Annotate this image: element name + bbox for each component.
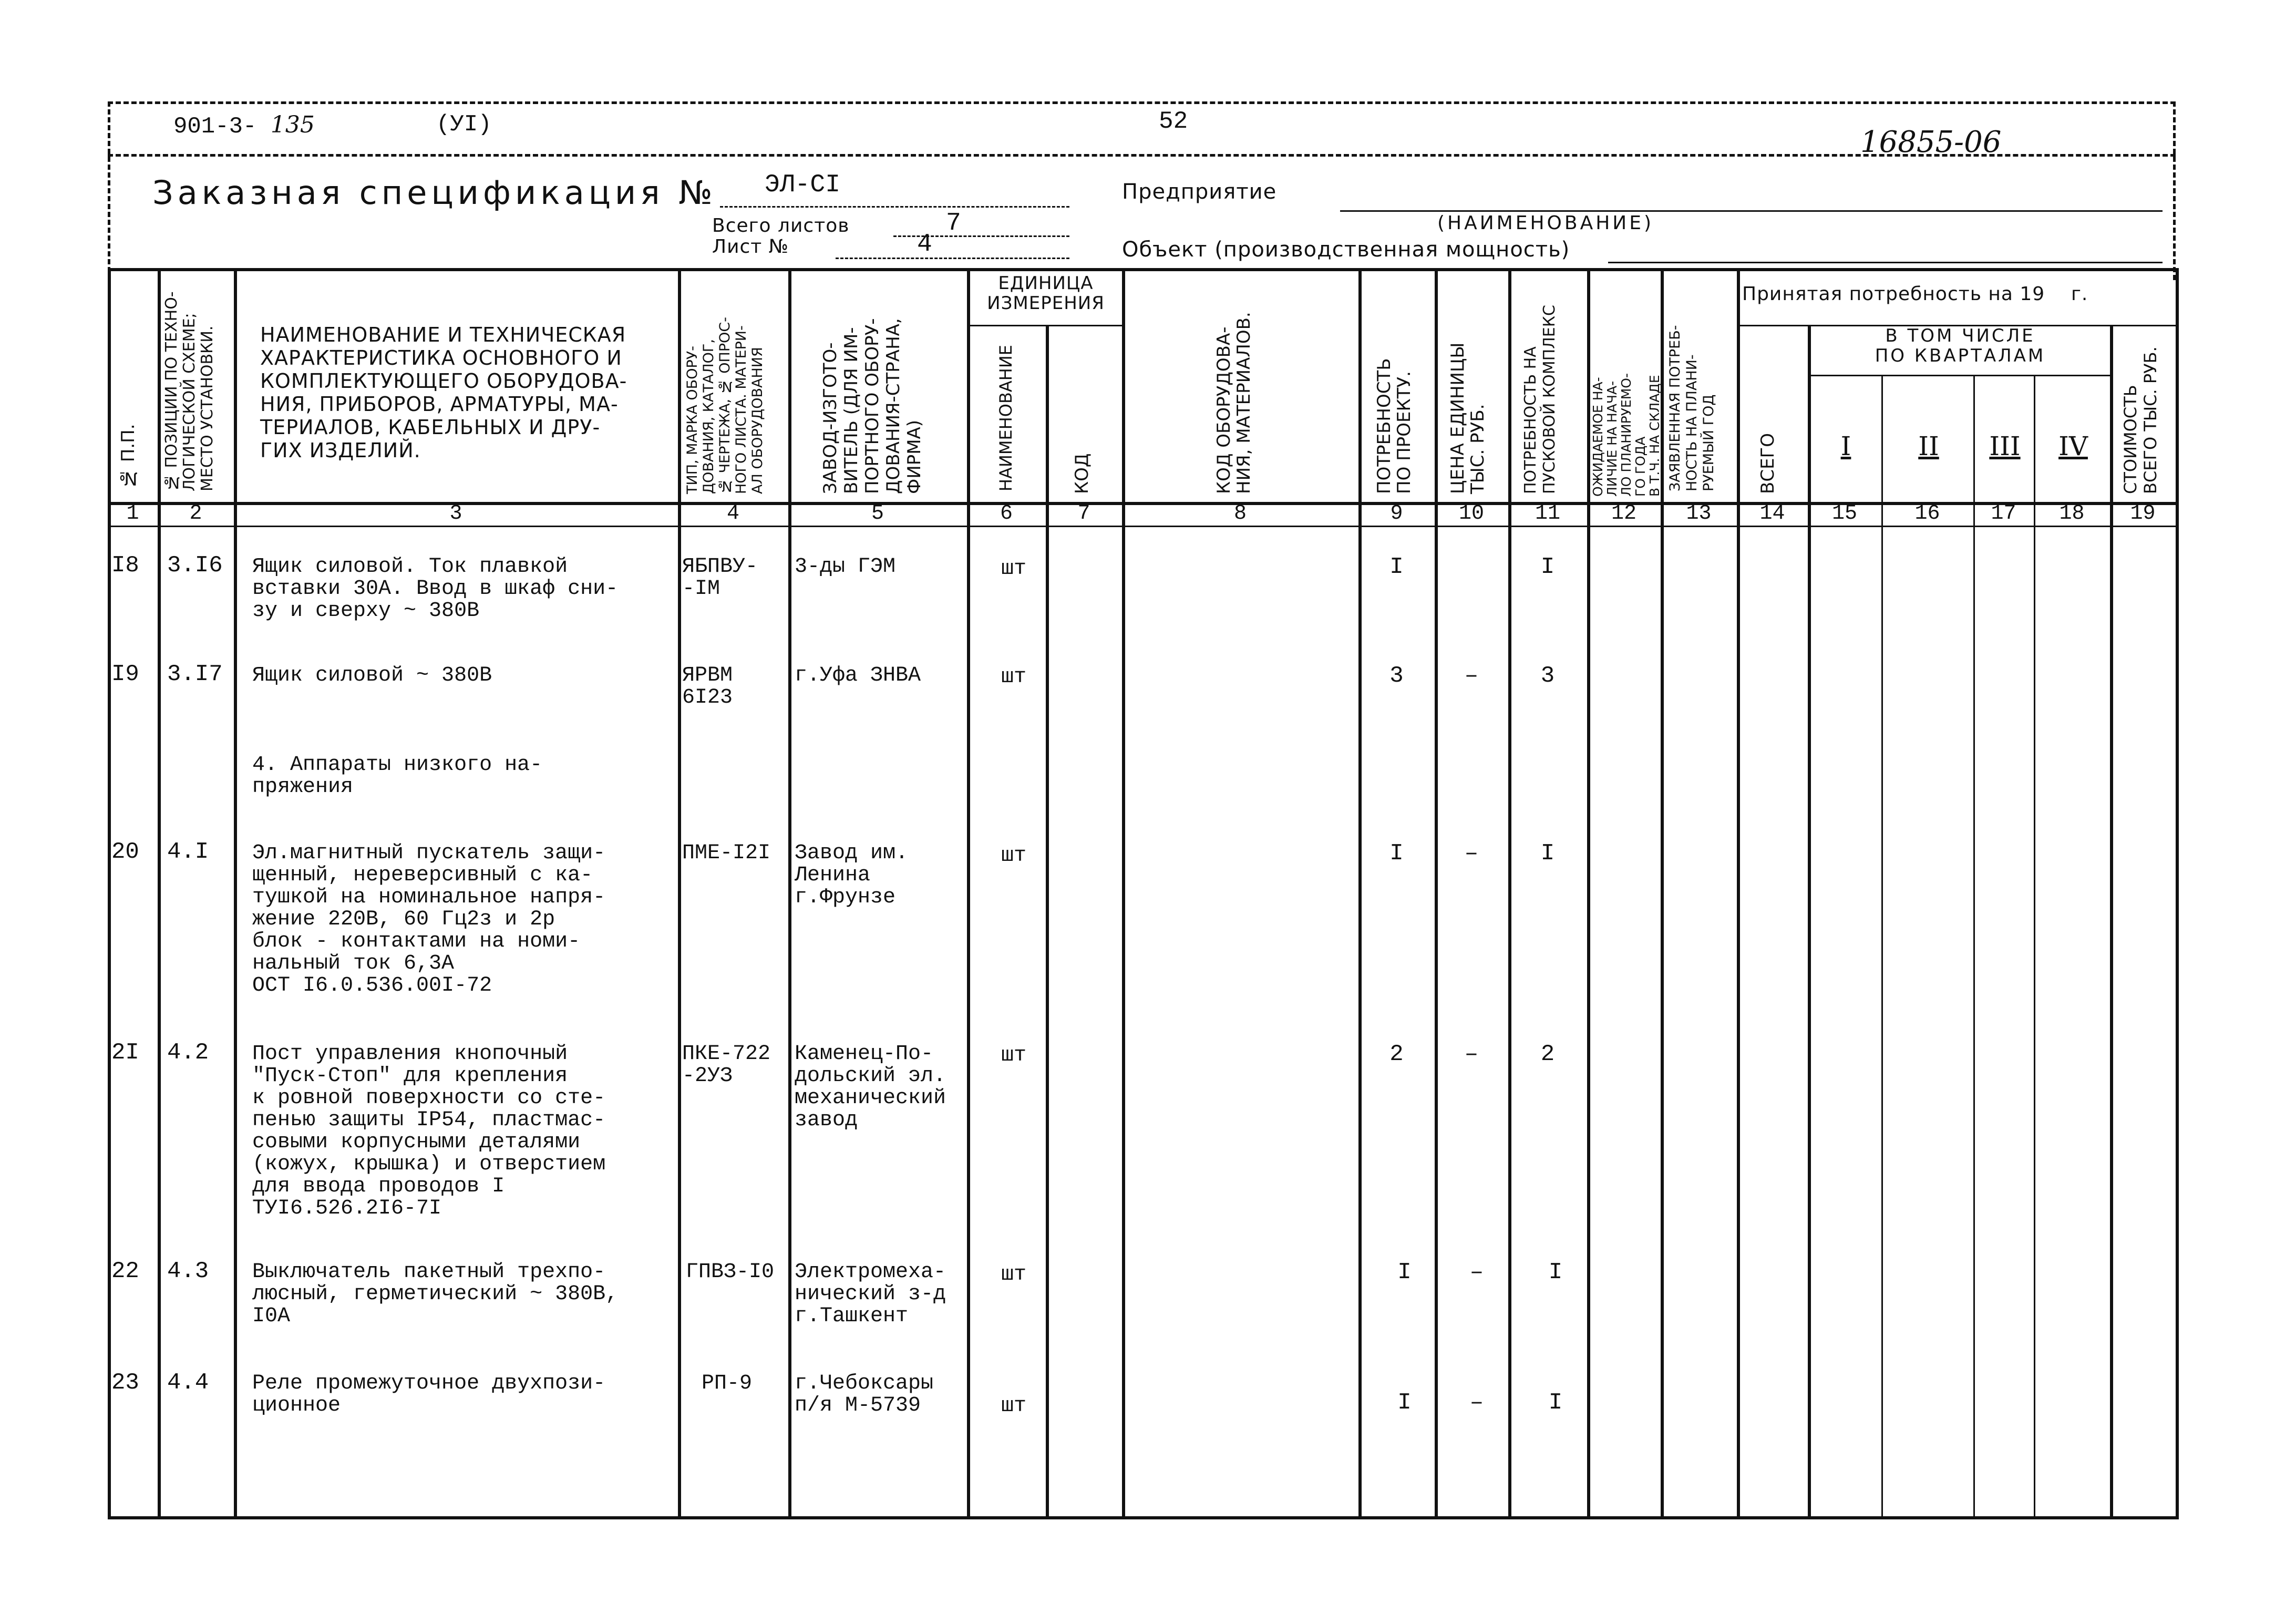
col-header-8: КОД ОБОРУДОВА- НИЯ, МАТЕРИАЛОВ. <box>1213 312 1254 494</box>
col-line-5 <box>967 268 970 1519</box>
row-19-start: 3 <box>1540 663 1555 689</box>
spec-number-underline <box>720 206 1069 208</box>
col-line-7 <box>1122 268 1125 1519</box>
col-line-10 <box>1508 268 1511 1519</box>
row-22-number: 22 <box>111 1258 139 1284</box>
row-19-number: I9 <box>111 661 139 687</box>
table-left-border <box>108 268 111 1519</box>
row-21-unit: шт <box>1001 1044 1027 1067</box>
row-21-need: 2 <box>1389 1041 1404 1067</box>
unit-group-header: ЕДИНИЦА ИЗМЕРЕНИЯ <box>987 273 1105 314</box>
col-number-9: 9 <box>1390 502 1403 526</box>
row-18-position: 3.I6 <box>167 552 223 579</box>
doc-code <box>173 111 315 140</box>
doc-code-base: 901-3- <box>173 114 257 140</box>
col-header-1: № П.П. <box>118 424 139 489</box>
doc-code-handwritten: 135 <box>270 111 315 138</box>
col-number-18: 18 <box>2059 502 2085 526</box>
row-20-position: 4.I <box>167 839 209 865</box>
table-right-border <box>2176 268 2179 1519</box>
row-21-start: 2 <box>1540 1041 1555 1067</box>
row-23-price: – <box>1469 1390 1484 1416</box>
col-number-7: 7 <box>1077 502 1090 526</box>
top-border <box>108 101 2176 104</box>
col-number-3: 3 <box>449 502 462 526</box>
page-number: 52 <box>1159 108 1188 135</box>
quarters-group-header: В ТОМ ЧИСЛЕ ПО КВАРТАЛАМ <box>1875 325 2046 366</box>
row-21-name: Пост управления кнопочный "Пуск-Стоп" для крепления к ровной поверхности со сте- пенью защиты IP54, пластмас- совыми корпусными деталями (кожух, крышка) и отверстием для ввода проводов I ТУI6.526.2I6-7I <box>252 1042 606 1220</box>
col-number-13: 13 <box>1686 502 1712 526</box>
row-23-name: Реле промежуточное двухпози- ционное <box>252 1372 606 1417</box>
row-22-type: ГПВЗ-I0 <box>686 1260 775 1284</box>
col-header-14: ВСЕГО <box>1757 433 1778 494</box>
sheet-number-underline <box>836 258 1069 259</box>
col-header-13: ЗАЯВЛЕННАЯ ПОТРЕБ- НОСТЬ НА ПЛАНИ- РУЕМЫЙ ГОД <box>1667 325 1717 491</box>
row-18-maker: 3-ды ГЭМ <box>795 555 896 579</box>
row-19-position: 3.I7 <box>167 661 223 687</box>
row-22-maker: Электромеха- нический з-д г.Ташкент <box>795 1260 946 1328</box>
col-header-12: ОЖИДАЕМОЕ НА- ЛИЧИЕ НА НАЧА- ЛО ПЛАНИРУЕМО- ГО ГОДА В Т.Ч. НА СКЛАДЕ <box>1590 373 1662 497</box>
enterprise-label: Предприятие <box>1122 180 1277 204</box>
row-22-position: 4.3 <box>167 1258 209 1284</box>
col-header-7: КОД <box>1072 453 1093 494</box>
row-19-unit: шт <box>1001 665 1027 689</box>
col-header-3: НАИМЕНОВАНИЕ И ТЕХНИЧЕСКАЯ ХАРАКТЕРИСТИКА ОСНОВНОГО И КОМПЛЕКТУЮЩЕГО ОБОРУДОВА- НИЯ, ПРИБОРОВ, АРМАТУРЫ, МА- ТЕРИАЛОВ, КАБЕЛЬНЫХ И ДРУ- ГИХ ИЗДЕЛИЙ. <box>260 323 627 462</box>
col-number-19: 19 <box>2130 502 2156 526</box>
table-bottom-line <box>108 1516 2179 1519</box>
col-header-9: ПОТРЕБНОСТЬ ПО ПРОЕКТУ. <box>1374 358 1415 494</box>
row-22-name: Выключатель пакетный трехпо- люсный, герметический ~ 380В, I0А <box>252 1260 619 1328</box>
col-number-2: 2 <box>189 502 202 526</box>
row-20-number: 20 <box>111 839 139 865</box>
row-19-name: Ящик силовой ~ 380В <box>252 664 492 687</box>
col-line-1 <box>158 268 161 1519</box>
col-number-6: 6 <box>1000 502 1013 526</box>
col-header-11: ПОТРЕБНОСТЬ НА ПУСКОВОЙ КОМПЛЕКС <box>1521 305 1559 494</box>
col-header-5: ЗАВОД-ИЗГОТО- ВИТЕЛЬ (ДЛЯ ИМ- ПОРТНОГО ОБОРУ- ДОВАНИЯ-СТРАНА, ФИРМА) <box>820 318 925 494</box>
col-line-8 <box>1358 268 1362 1519</box>
sheets-total-label: Всего листов <box>712 215 850 237</box>
col-header-10: ЦЕНА ЕДИНИЦЫ ТЫС. РУБ. <box>1447 342 1488 494</box>
row-18-start: I <box>1540 554 1555 580</box>
col-header-2: № ПОЗИЦИИ ПО ТЕХНО- ЛОГИЧЕСКОЙ СХЕМЕ; МЕСТО УСТАНОВКИ. <box>162 291 217 491</box>
col-number-14: 14 <box>1759 502 1785 526</box>
row-18-name: Ящик силовой. Ток плавкой вставки 30А. Ввод в шкаф сни- зу и сверху ~ 380В <box>252 555 619 623</box>
col-number-11: 11 <box>1535 502 1560 526</box>
col-line-3 <box>678 268 681 1519</box>
quarters-group-line <box>1808 375 2110 376</box>
issue-code: (УI) <box>436 111 492 138</box>
row-18-number: I8 <box>111 552 139 579</box>
sheets-total: 7 <box>946 209 961 238</box>
row-20-price: – <box>1464 840 1479 867</box>
quarter-2-header: II <box>1918 431 1939 461</box>
row-20-name: Эл.магнитный пускатель защи- щенный, нереверсивный с ка- тушкой на номинальное напря- жение 220В, 60 Гц2з и 2р блок - контактами на номи- нальный ток 6,3А ОСТ I6.0.536.00I-72 <box>252 841 606 998</box>
col-number-10: 10 <box>1458 502 1484 526</box>
row-19-price: – <box>1464 663 1479 689</box>
quarter-3-header: III <box>1989 431 2021 461</box>
right-border-dashed <box>2173 101 2176 280</box>
row-23-number: 23 <box>111 1370 139 1396</box>
row-23-start: I <box>1548 1390 1563 1416</box>
col-number-8: 8 <box>1233 502 1247 526</box>
col-line-16 <box>1973 376 1975 1519</box>
row-23-maker: г.Чебоксары п/я М-5739 <box>795 1372 934 1417</box>
spec-number: ЭЛ-СI <box>765 171 841 199</box>
row-20-unit: шт <box>1001 844 1027 868</box>
row-21-price: – <box>1464 1041 1479 1067</box>
row-23-unit: шт <box>1001 1394 1027 1418</box>
col-header-6: НАИМЕНОВАНИЕ <box>996 344 1016 491</box>
row-20-need: I <box>1389 840 1404 867</box>
col-line-17 <box>2034 376 2035 1519</box>
row-19-need: 3 <box>1389 663 1404 689</box>
enterprise-caption: (НАИМЕНОВАНИЕ) <box>1437 212 1654 234</box>
archive-number: 16855-06 <box>1860 125 2002 159</box>
row-19-type: ЯРВМ 6I23 <box>682 664 733 710</box>
row-21-maker: Каменец-По- дольский эл. механический завод <box>795 1042 946 1132</box>
row-19-maker: г.Уфа ЗНВА <box>795 664 921 687</box>
col-line-4 <box>788 268 791 1519</box>
row-20-type: ПМЕ-I2I <box>682 841 771 865</box>
quarter-4-header: IV <box>2058 431 2088 461</box>
col-line-2 <box>234 268 237 1519</box>
row-21-position: 4.2 <box>167 1040 209 1066</box>
object-underline <box>1608 262 2163 263</box>
row-20-start: I <box>1540 840 1555 867</box>
row-18-unit: шт <box>1001 557 1027 581</box>
sheet-label: Лист № <box>712 236 789 258</box>
section-heading: 4. Аппараты низкого на- пряжения <box>252 753 543 799</box>
col-number-4: 4 <box>726 502 739 526</box>
col-header-4: ТИП, МАРКА ОБОРУ- ДОВАНИЯ, КАТАЛОГ, № ЧЕРТЕЖА, № ОПРОС- НОГО ЛИСТА. МАТЕРИ- АЛ ОБОРУДОВАНИЯ <box>684 317 766 494</box>
spec-title: Заказная спецификация № <box>152 173 717 212</box>
col-line-13 <box>1737 268 1740 1519</box>
row-21-type: ПКЕ-722 -2УЗ <box>682 1042 771 1088</box>
row-22-need: I <box>1397 1259 1412 1286</box>
row-22-unit: шт <box>1001 1263 1027 1287</box>
row-23-position: 4.4 <box>167 1370 209 1396</box>
row-23-type: РП-9 <box>702 1372 753 1395</box>
unit-group-line <box>967 325 1122 326</box>
row-22-price: – <box>1469 1259 1484 1286</box>
accepted-group-header: Принятая потребность на 19 г. <box>1742 283 2088 305</box>
col-number-5: 5 <box>871 502 884 526</box>
col-line-15 <box>1881 376 1883 1519</box>
row-22-start: I <box>1548 1259 1563 1286</box>
col-number-17: 17 <box>1991 502 2016 526</box>
row-21-number: 2I <box>111 1040 139 1066</box>
col-header-19: СТОИМОСТЬ ВСЕГО ТЫС. РУБ. <box>2120 346 2160 494</box>
row-18-type: ЯБПВУ- -IМ <box>682 555 758 601</box>
enterprise-underline <box>1340 210 2163 212</box>
row-18-need: I <box>1389 554 1404 580</box>
col-number-12: 12 <box>1611 502 1636 526</box>
row-23-need: I <box>1397 1390 1412 1416</box>
column-numbers-bottom-line <box>108 526 2176 527</box>
col-line-9 <box>1435 268 1438 1519</box>
col-number-16: 16 <box>1914 502 1940 526</box>
left-border-dashed <box>108 101 110 280</box>
col-number-1: 1 <box>126 502 139 526</box>
quarter-1-header: I <box>1840 431 1851 461</box>
sheet-number: 4 <box>917 230 932 259</box>
row-20-maker: Завод им. Ленина г.Фрунзе <box>795 841 909 909</box>
col-number-15: 15 <box>1831 502 1857 526</box>
object-label: Объект (производственная мощность) <box>1122 238 1570 262</box>
table-top-line <box>108 268 2176 271</box>
